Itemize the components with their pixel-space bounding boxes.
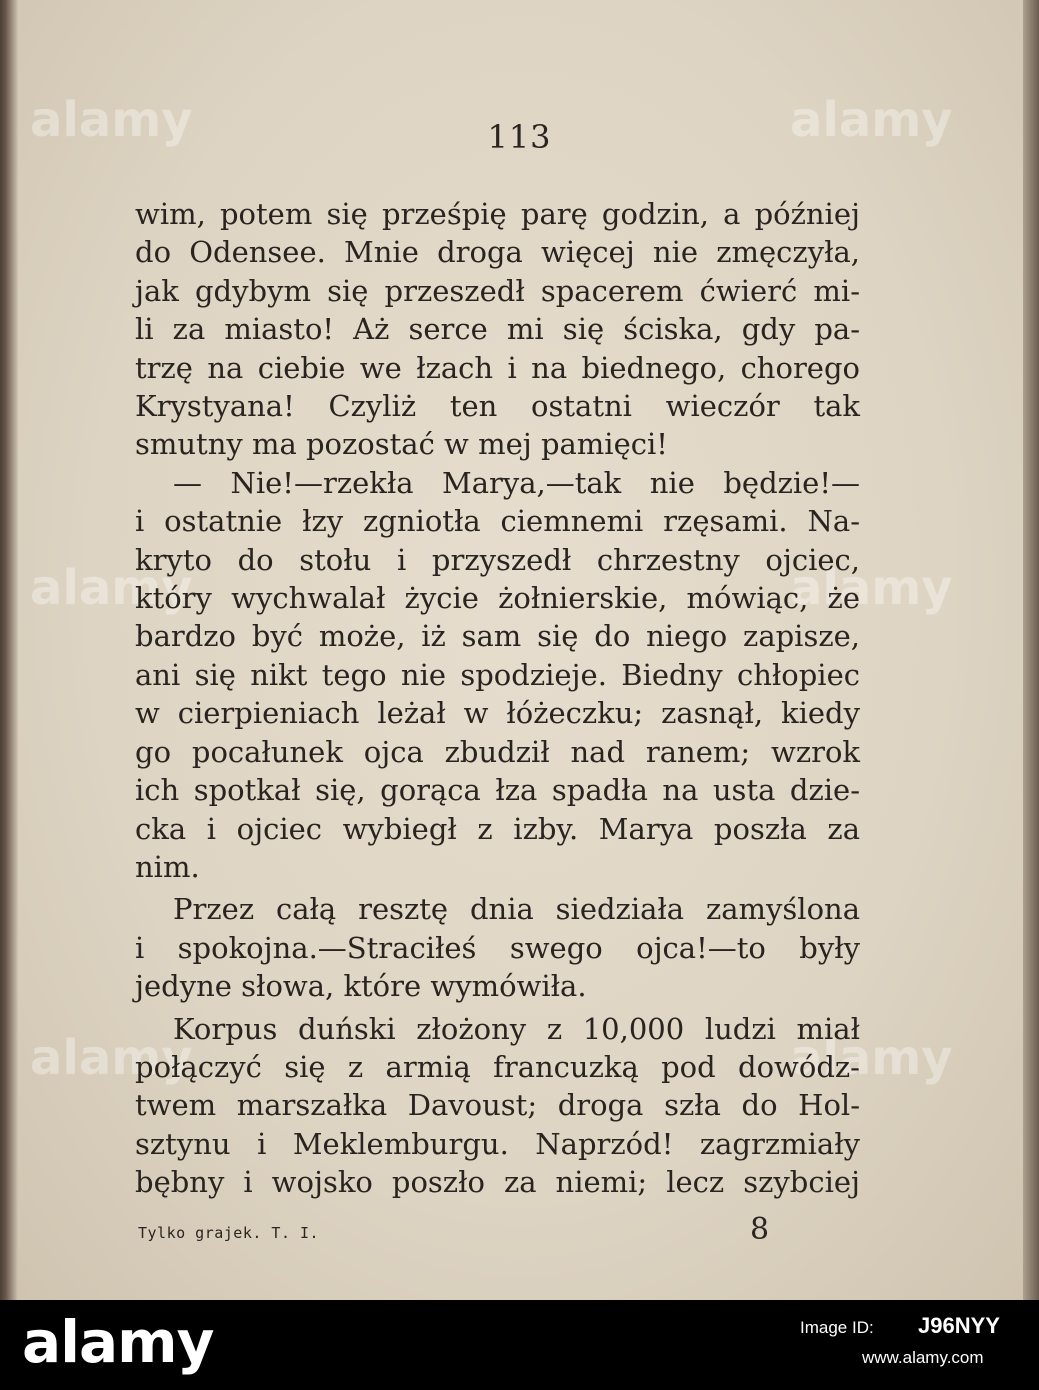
- text-line: Krystyana! Czyliż ten ostatni wieczór tak: [135, 389, 860, 424]
- signature-mark: 8: [750, 1212, 770, 1247]
- image-id-label: Image ID:: [800, 1318, 874, 1337]
- text-line: twem marszałka Davoust; droga szła do Hol-: [135, 1088, 860, 1123]
- site-url: www.alamy.com: [862, 1348, 984, 1367]
- text-line: bardzo być może, iż sam się do niego zapisze,: [135, 619, 860, 654]
- image-id: J96NYY: [918, 1313, 1000, 1338]
- text-line: li za miasto! Aż serce mi się ściska, gdy pa-: [135, 312, 860, 347]
- text-line: go pocałunek ojca zbudził nad ranem; wzrok: [135, 734, 860, 769]
- watermark-top-left: alamy: [30, 92, 193, 148]
- text-line: który wychwalał życie żołnierskie, mówiąc, że: [135, 581, 860, 616]
- text-line: — Nie!—rzekła Marya,—tak nie będzie!—: [173, 465, 860, 500]
- text-line: jedyne słowa, które wymówiła.: [135, 969, 587, 1004]
- text-line: jak gdybym się przeszedł spacerem ćwierć mi-: [135, 273, 860, 308]
- text-line: nim.: [135, 849, 200, 884]
- text-line: sztynu i Meklemburgu. Naprzód! zagrzmiały: [135, 1126, 860, 1161]
- watermark-top-right: alamy: [790, 92, 953, 148]
- text-line: cka i ojciec wybiegł z izby. Marya poszła za: [135, 811, 860, 846]
- text-line: kryto do stołu i przyszedł chrzestny ojciec,: [135, 542, 860, 577]
- text-line: bębny i wojsko poszło za niemi; lecz szybciej: [135, 1165, 860, 1200]
- text-line: smutny ma pozostać w mej pamięci!: [135, 427, 668, 462]
- body-text: [135, 195, 860, 1202]
- watermark-middle-left: alamy: [30, 560, 193, 616]
- text-line: połączyć się z armią francuzką pod dowódz-: [135, 1049, 860, 1084]
- text-line: ich spotkał się, gorąca łza spadła na usta dzie-: [135, 773, 860, 808]
- text-line: Korpus duński złożony z 10,000 ludzi miał: [173, 1011, 860, 1046]
- watermark-bottom-left: alamy: [30, 1030, 193, 1086]
- text-line: w cierpieniach leżał w łóżeczku; zasnął, kiedy: [135, 696, 860, 731]
- text-line: wim, potem się prześpię parę godzin, a później: [135, 197, 860, 231]
- page-number: 113: [487, 118, 552, 156]
- text-line: i spokojna.—Straciłeś swego ojca!—to były: [135, 930, 860, 965]
- text-line: i ostatnie łzy zgniotła ciemnemi rzęsami. Na-: [135, 504, 860, 539]
- watermark-middle-right: alamy: [790, 560, 953, 616]
- text-line: Przez całą resztę dnia siedziała zamyślona: [173, 892, 860, 927]
- text-line: trzę na ciebie we łzach i na biednego, chorego: [135, 350, 860, 385]
- watermark-bottom-right: alamy: [790, 1030, 953, 1086]
- text-line: do Odensee. Mnie droga więcej nie zmęczyła,: [135, 235, 860, 270]
- text-line: ani się nikt tego nie spodzieje. Biedny chłopiec: [135, 657, 860, 692]
- brand-logo: alamy: [22, 1308, 214, 1376]
- footer-title: Tylko grajek. T. I.: [138, 1224, 320, 1242]
